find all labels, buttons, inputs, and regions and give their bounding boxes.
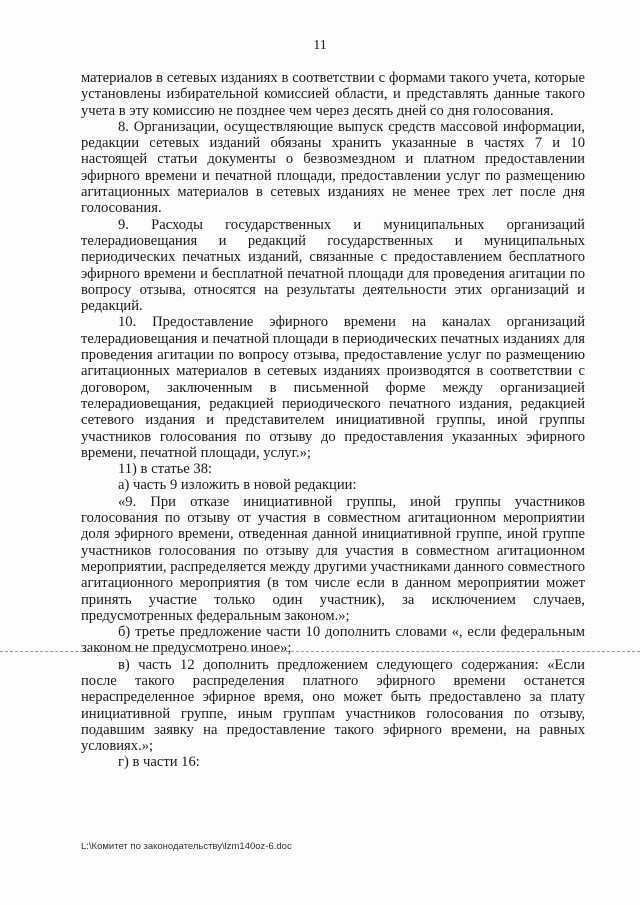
document-body [81, 70, 585, 771]
paragraph-item-10: 10. Предоставление эфирного времени на каналах организаций телерадиовещания и печатной площади в периодических печатных изданиях для проведения агитации по вопросу отзыва, предоставление услуг по размещению агитационных материалов в сетевых изданиях производятся в соответствии с договором, заключенным в письменной форме между организацией телерадиовещания, редакцией периодического печатного издания, редакцией сетевого издания и представителем инициативной группы, иной группы участников голосования по отзыву до предоставления указанных эфирного времени, печатной площади, услуг.»; [81, 314, 585, 461]
file-path-footer: L:\Комитет по законодательству\lzm140oz-6.doc [81, 841, 292, 852]
paragraph-part-9-new: «9. При отказе инициативной группы, иной группы участников голосования по отзыву от участия в совместном агитационном мероприятии доля эфирного времени, отведенная данной инициативной группе, иной группе участников голосования по отзыву для участия в совместном агитационном мероприятии, распределяется между другими участниками данного совместного агитационного мероприятия (в том числе если в данном мероприятии может принять участие только один участник), за исключением случаев, предусмотренных федеральным законом.»; [81, 493, 585, 624]
page-number: 11 [313, 38, 327, 53]
scan-artifact-line [0, 651, 640, 652]
paragraph-subpoint-a: а) часть 9 изложить в новой редакции: [118, 477, 357, 494]
paragraph-item-8: 8. Организации, осуществляющие выпуск средств массовой информации, редакции сетевых изданий обязаны хранить указанные в частях 7 и 10 настоящей статьи документы о безвозмездном и платном предоставлении эфирного времени и печатной площади, предоставлении услуг по размещению агитационных материалов в сетевых изданиях не менее трех лет после дня голосования. [81, 118, 585, 217]
paragraph-continuation: материалов в сетевых изданиях в соответствии с формами такого учета, которые установлены избирательной комиссией области, и представлять данные такого учета в эту комиссию не позднее чем через десять дней со дня голосования. [81, 70, 585, 119]
paragraph-subpoint-b: б) третье предложение части 10 дополнить словами «, если федеральным законом не предусмотрено иное»; [81, 624, 585, 657]
paragraph-point-11: 11) в статье 38: [118, 461, 213, 478]
paragraph-subpoint-g: г) в части 16: [118, 754, 200, 771]
paragraph-subpoint-v: в) часть 12 дополнить предложением следующего содержания: «Если после такого распределения платного эфирного времени останется нераспределенное эфирное время, оно может быть предоставлено за плату инициативной группе, иным группам участников голосования по отзыву, подавшим заявку на предоставление такого эфирного времени, на равных условиях.»; [81, 656, 585, 755]
paragraph-item-9: 9. Расходы государственных и муниципальных организаций телерадиовещания и редакций государственных и муниципальных периодических печатных изданий, связанные с предоставлением бесплатного эфирного времени и бесплатной печатной площади для проведения агитации по вопросу отзыва, относятся на результаты деятельности этих организаций и редакций. [81, 216, 585, 315]
